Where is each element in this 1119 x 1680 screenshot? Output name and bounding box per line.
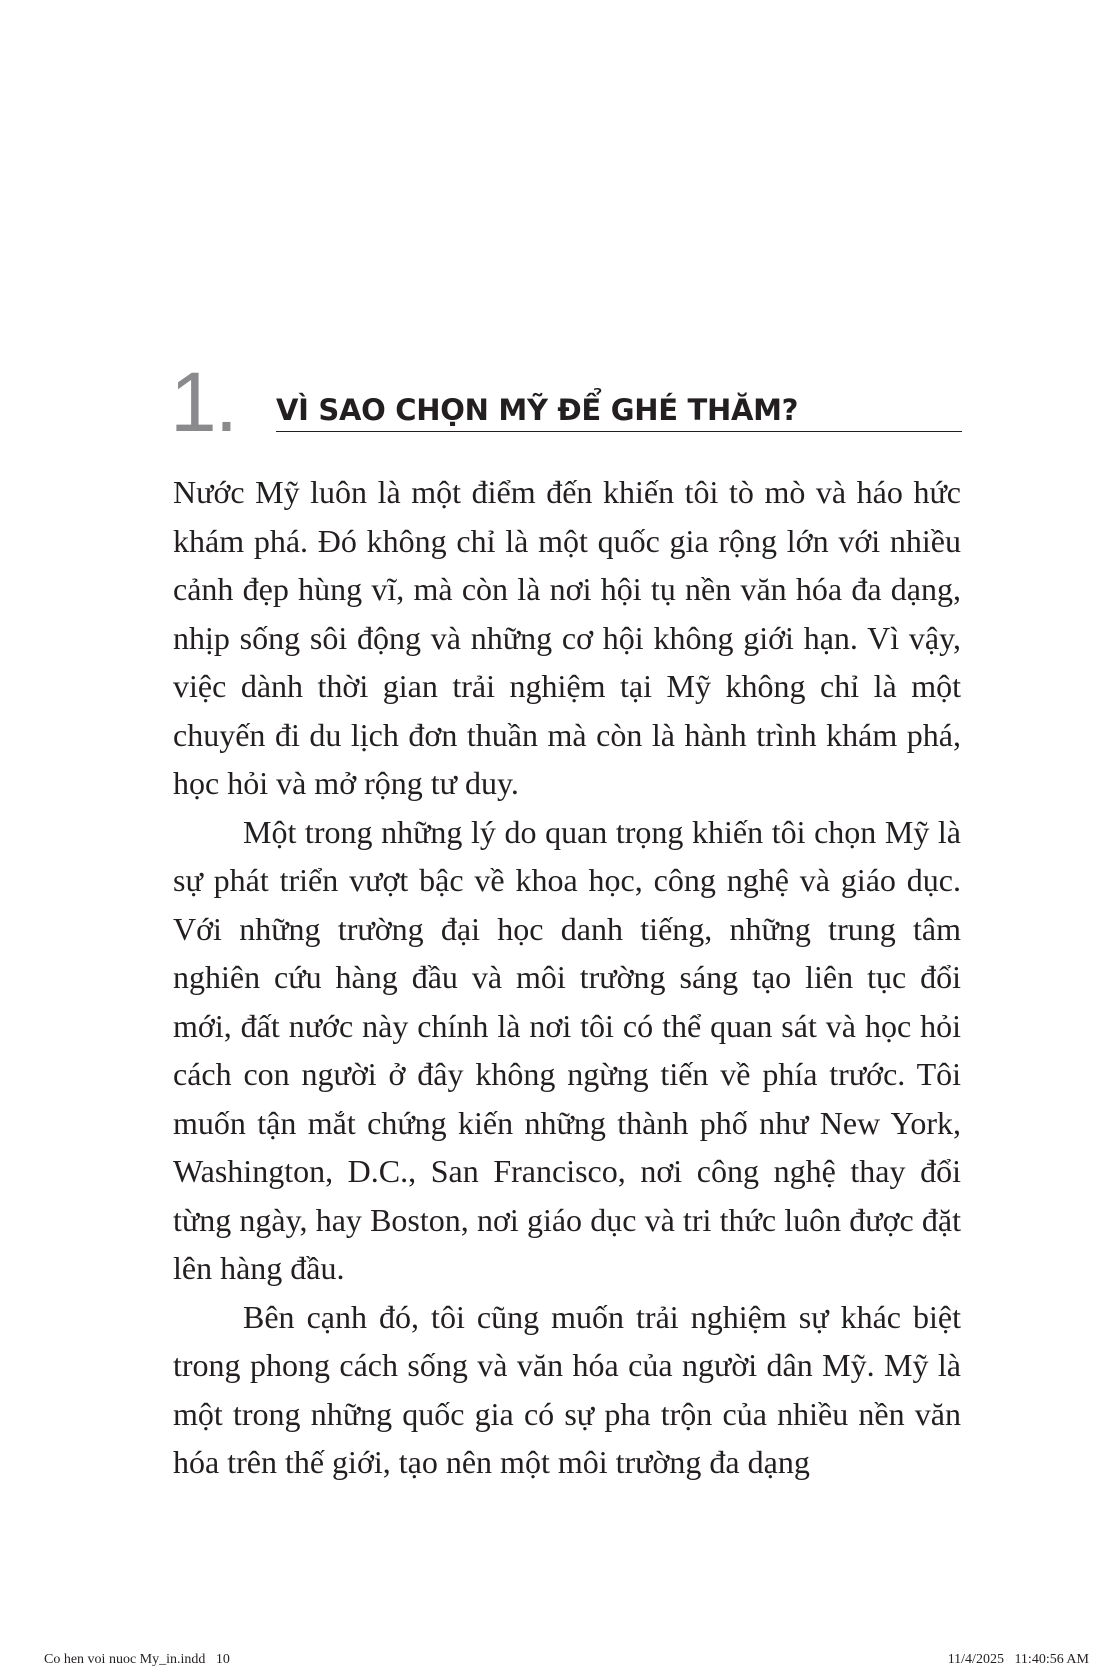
paragraph: Bên cạnh đó, tôi cũng muốn trải nghiệm sự khác biệt trong phong cách sống và văn hóa của người dân Mỹ. Mỹ là một trong những quốc gia có sự pha trộn của nhiều nền văn hóa trên thế giới, tạo nên một môi trường đa dạng [173, 1298, 961, 1480]
body-text [173, 468, 961, 1487]
chapter-number: 1. [170, 355, 237, 449]
paragraph: Nước Mỹ luôn là một điểm đến khiến tôi tò mò và háo hức khám phá. Đó không chỉ là một quốc gia rộng lớn với nhiều cảnh đẹp hùng vĩ, mà còn là nơi hội tụ nền văn hóa đa dạng, nhịp sống sôi động và những cơ hội không giới hạn. Vì vậy, việc dành thời gian trải nghiệm tại Mỹ không chỉ là một chuyến đi du lịch đơn thuần mà còn là hành trình khám phá, học hỏi và mở rộng tư duy. [173, 474, 961, 801]
print-slug-timestamp: 11/4/2025 11:40:56 AM [947, 1652, 1089, 1667]
paragraph: Một trong những lý do quan trọng khiến tôi chọn Mỹ là sự phát triển vượt bậc về khoa học, công nghệ và giáo dục. Với những trường đại học danh tiếng, những trung tâm nghiên cứu hàng đầu và môi trường sáng tạo liên tục đổi mới, đất nước này chính là nơi tôi có thể quan sát và học hỏi cách con người ở đây không ngừng tiến về phía trước. Tôi muốn tận mắt chứng kiến những thành phố như New York, Washington, D.C., San Francisco, nơi công nghệ thay đổi từng ngày, hay Boston, nơi giáo dục và tri thức luôn được đặt lên hàng đầu. [173, 813, 961, 1286]
chapter-title: VÌ SAO CHỌN MỸ ĐỂ GHÉ THĂM? [276, 393, 799, 427]
chapter-heading [170, 355, 962, 449]
print-slug-filename: Co hen voi nuoc My_in.indd 10 [44, 1652, 230, 1667]
chapter-title-underline [276, 431, 962, 432]
